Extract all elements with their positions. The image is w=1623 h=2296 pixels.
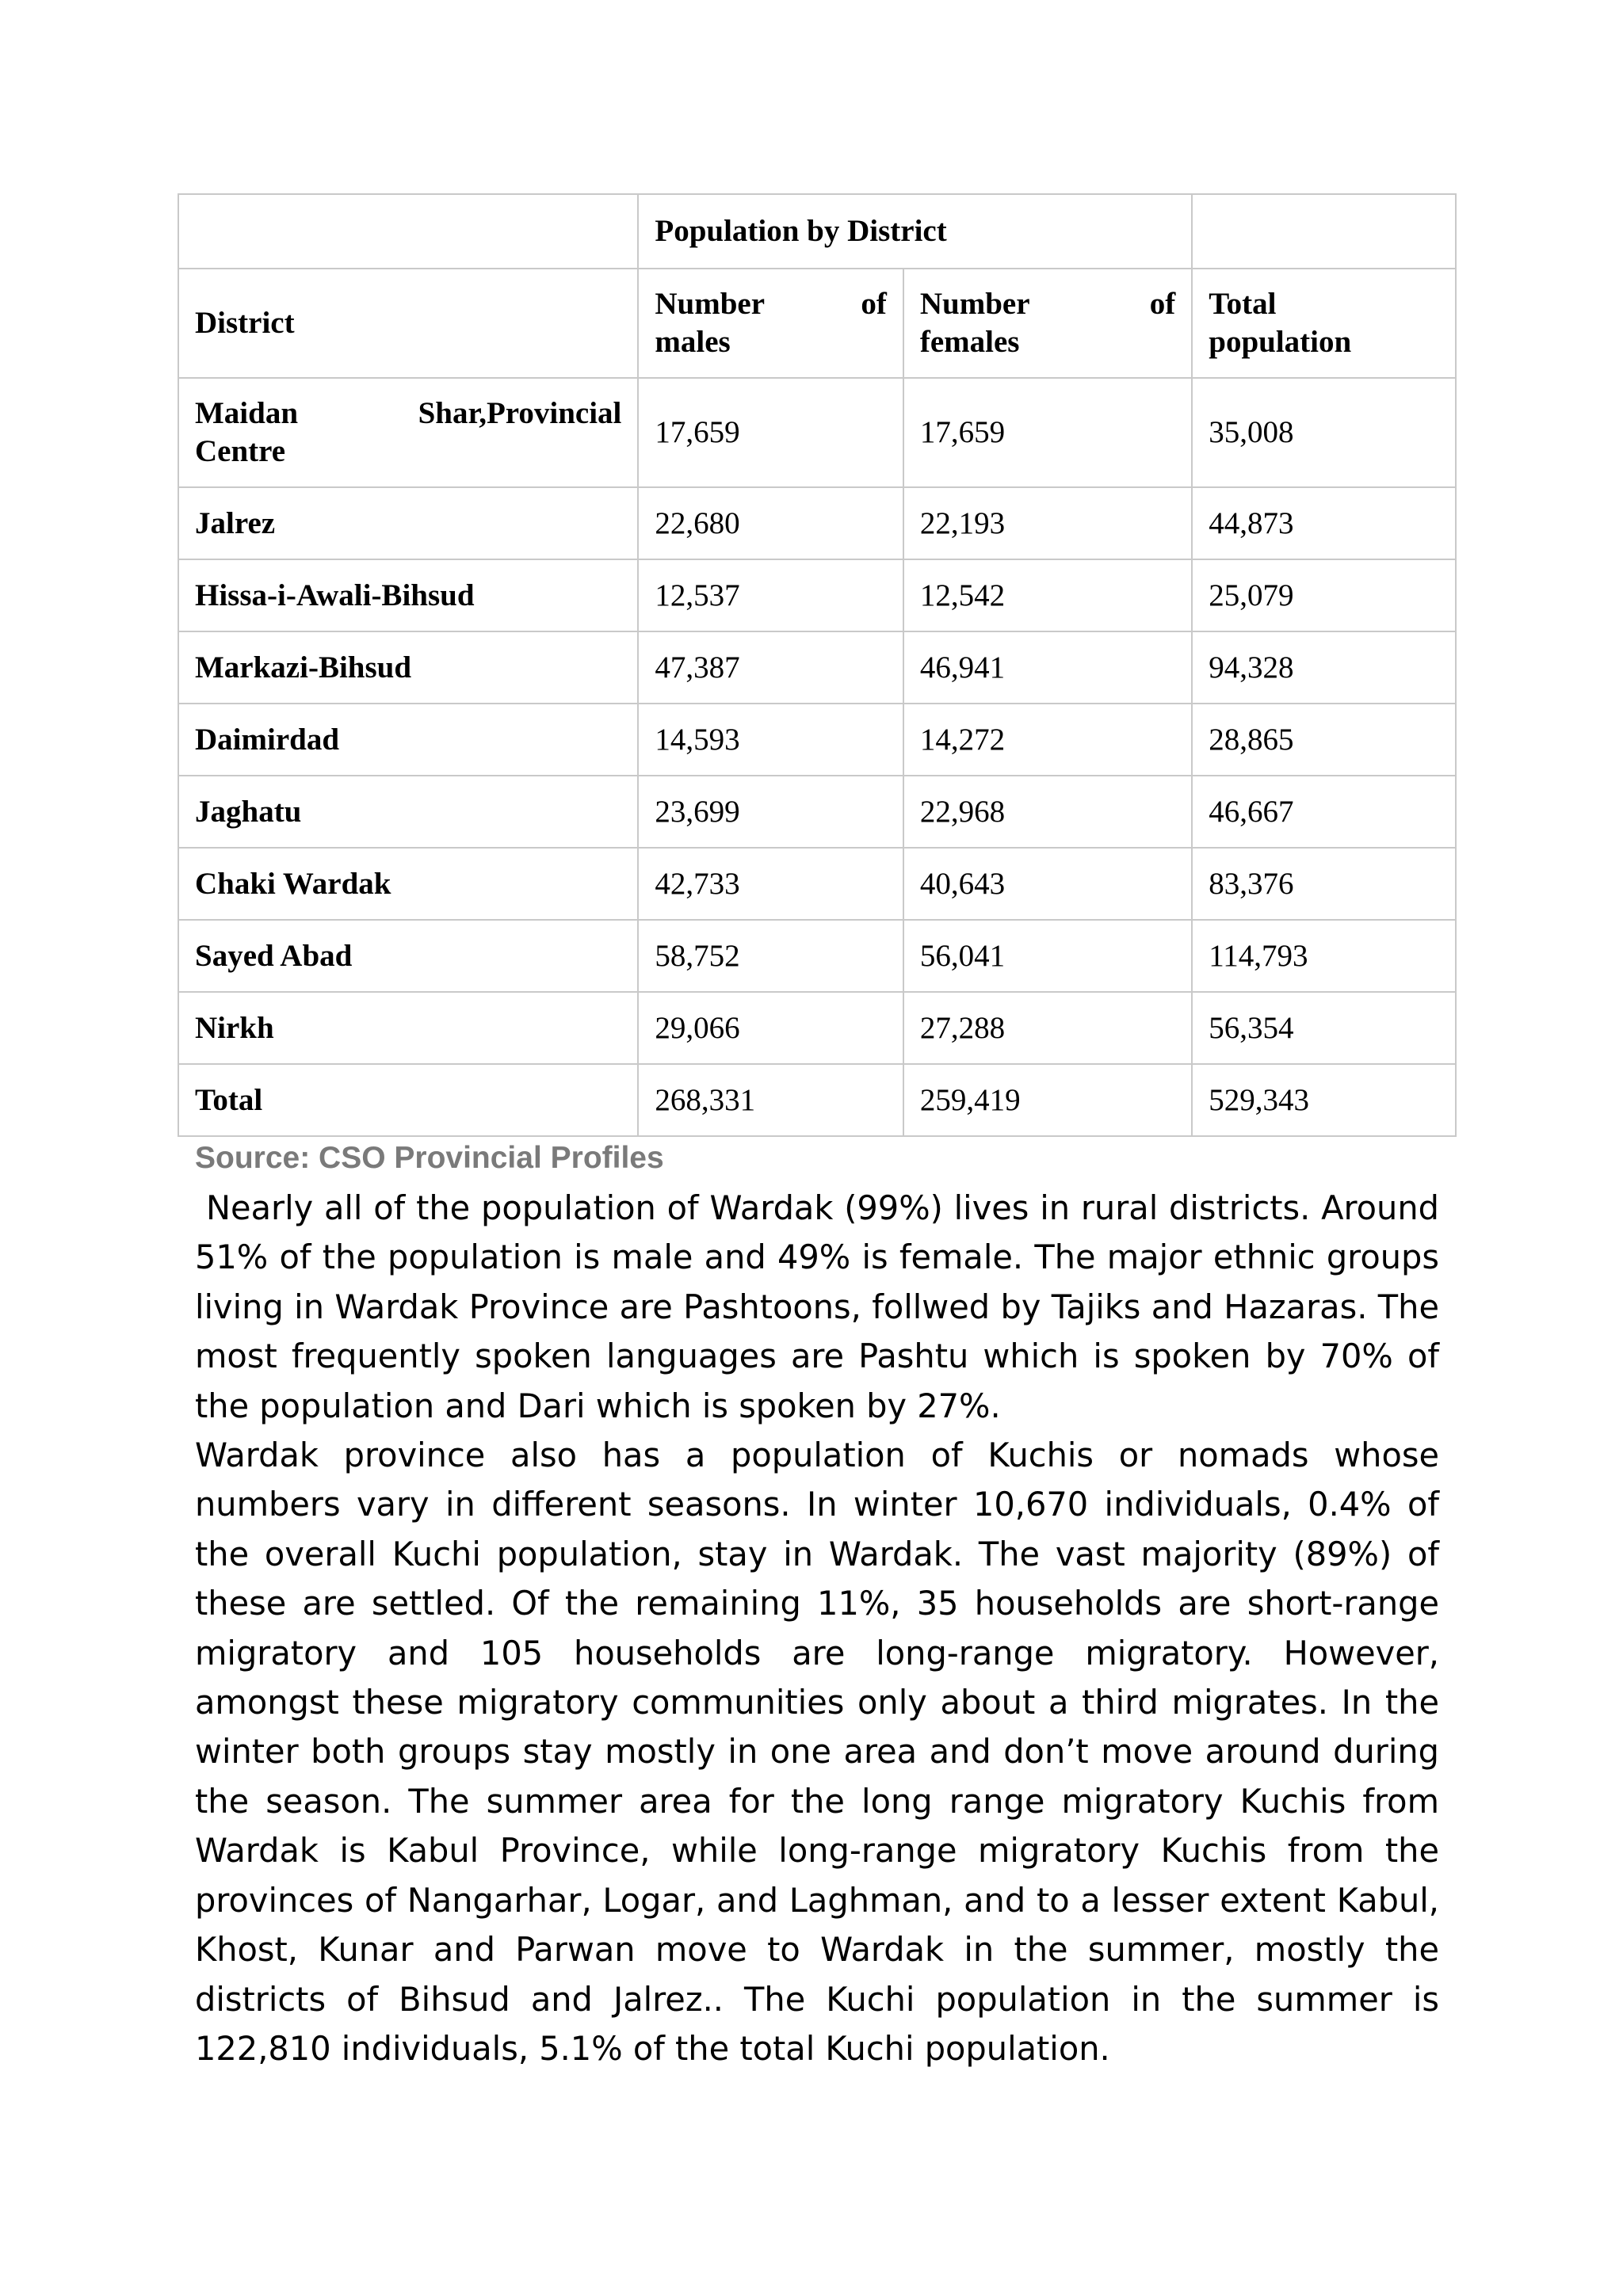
- males-cell: 42,733: [638, 848, 903, 920]
- females-cell: 46,941: [903, 631, 1192, 704]
- table-row: [178, 992, 1456, 1064]
- district-cell: Total: [178, 1064, 638, 1136]
- females-cell: 259,419: [903, 1064, 1192, 1136]
- table-row: [178, 776, 1456, 848]
- table-column-header-row: [178, 269, 1456, 378]
- males-cell: 58,752: [638, 920, 903, 992]
- table-group-header-row: [178, 194, 1456, 269]
- total-cell: 44,873: [1192, 487, 1456, 559]
- column-header-females-word3: females: [919, 325, 1020, 359]
- column-header-females: [903, 269, 1192, 378]
- males-cell: 47,387: [638, 631, 903, 704]
- males-cell: 12,537: [638, 559, 903, 631]
- total-cell: 529,343: [1192, 1064, 1456, 1136]
- paragraph-population-overview: Nearly all of the population of Wardak (99%) lives in rural districts. Around 51% of the population is male and 49% is female. The major ethnic groups living in Wardak Province are Pashtoons, follwed by Tajiks and Hazaras. The most frequently spoken languages are Pashtu which is spoken by 70% of the population and Dari which is spoken by 27%.: [195, 1188, 1439, 1425]
- empty-header-cell: [178, 194, 638, 269]
- column-header-males-word2: of: [861, 287, 887, 321]
- total-cell: 46,667: [1192, 776, 1456, 848]
- males-cell: 29,066: [638, 992, 903, 1064]
- body-text: [195, 1184, 1439, 2073]
- column-header-males-word1: Number: [655, 287, 766, 321]
- males-cell: 14,593: [638, 704, 903, 776]
- males-cell: 23,699: [638, 776, 903, 848]
- district-name-part2: Shar,Provincial: [418, 396, 622, 430]
- column-header-females-word1: Number: [919, 287, 1030, 321]
- district-name-part3: Centre: [195, 434, 286, 468]
- total-cell: 28,865: [1192, 704, 1456, 776]
- females-cell: 56,041: [903, 920, 1192, 992]
- females-cell: 27,288: [903, 992, 1192, 1064]
- total-cell: 56,354: [1192, 992, 1456, 1064]
- table-row: [178, 704, 1456, 776]
- column-header-males-word3: males: [655, 325, 731, 359]
- district-cell: Daimirdad: [178, 704, 638, 776]
- females-cell: 17,659: [903, 378, 1192, 487]
- table-row: [178, 559, 1456, 631]
- females-cell: 40,643: [903, 848, 1192, 920]
- table-row: [178, 848, 1456, 920]
- column-header-males: [638, 269, 903, 378]
- total-cell: 114,793: [1192, 920, 1456, 992]
- empty-header-cell: [1192, 194, 1456, 269]
- females-cell: 14,272: [903, 704, 1192, 776]
- population-table: [178, 193, 1457, 1137]
- district-cell: Markazi-Bihsud: [178, 631, 638, 704]
- district-cell: Hissa-i-Awali-Bihsud: [178, 559, 638, 631]
- males-cell: 268,331: [638, 1064, 903, 1136]
- paragraph-kuchi-population: Wardak province also has a population of Kuchis or nomads whose numbers vary in different seasons. In winter 10,670 individuals, 0.4% of the overall Kuchi population, stay in Wardak. The vast majority (89%) of these are settled. Of the remaining 11%, 35 households are short-range migratory and 105 households are long-range migratory. However, amongst these migratory communities only about a third migrates. In the winter both groups stay mostly in one area and don’t move around during the season. The summer area for the long range migratory Kuchis from Wardak is Kabul Province, while long-range migratory Kuchis from the provinces of Nangarhar, Logar, and Laghman, and to a lesser extent Kabul, Khost, Kunar and Parwan move to Wardak in the summer, mostly the districts of Bihsud and Jalrez.. The Kuchi population in the summer is 122,810 individuals, 5.1% of the total Kuchi population.: [195, 1436, 1439, 2068]
- district-cell: Nirkh: [178, 992, 638, 1064]
- males-cell: 22,680: [638, 487, 903, 559]
- district-cell: Jaghatu: [178, 776, 638, 848]
- district-cell: Sayed Abad: [178, 920, 638, 992]
- males-cell: 17,659: [638, 378, 903, 487]
- total-cell: 83,376: [1192, 848, 1456, 920]
- table-row: [178, 631, 1456, 704]
- district-cell: [178, 378, 638, 487]
- females-cell: 22,193: [903, 487, 1192, 559]
- total-cell: 35,008: [1192, 378, 1456, 487]
- district-cell: Jalrez: [178, 487, 638, 559]
- table-total-row: [178, 1064, 1456, 1136]
- total-cell: 25,079: [1192, 559, 1456, 631]
- column-header-females-word2: of: [1149, 287, 1176, 321]
- table-row: [178, 920, 1456, 992]
- females-cell: 22,968: [903, 776, 1192, 848]
- district-name-part1: Maidan: [195, 396, 299, 430]
- total-cell: 94,328: [1192, 631, 1456, 704]
- column-header-total: Total population: [1192, 269, 1456, 378]
- table-row: [178, 487, 1456, 559]
- district-cell: Chaki Wardak: [178, 848, 638, 920]
- column-header-district: District: [178, 269, 638, 378]
- group-header: Population by District: [638, 194, 1192, 269]
- table-source-caption: Source: CSO Provincial Profiles: [195, 1141, 664, 1175]
- females-cell: 12,542: [903, 559, 1192, 631]
- table-row: [178, 378, 1456, 487]
